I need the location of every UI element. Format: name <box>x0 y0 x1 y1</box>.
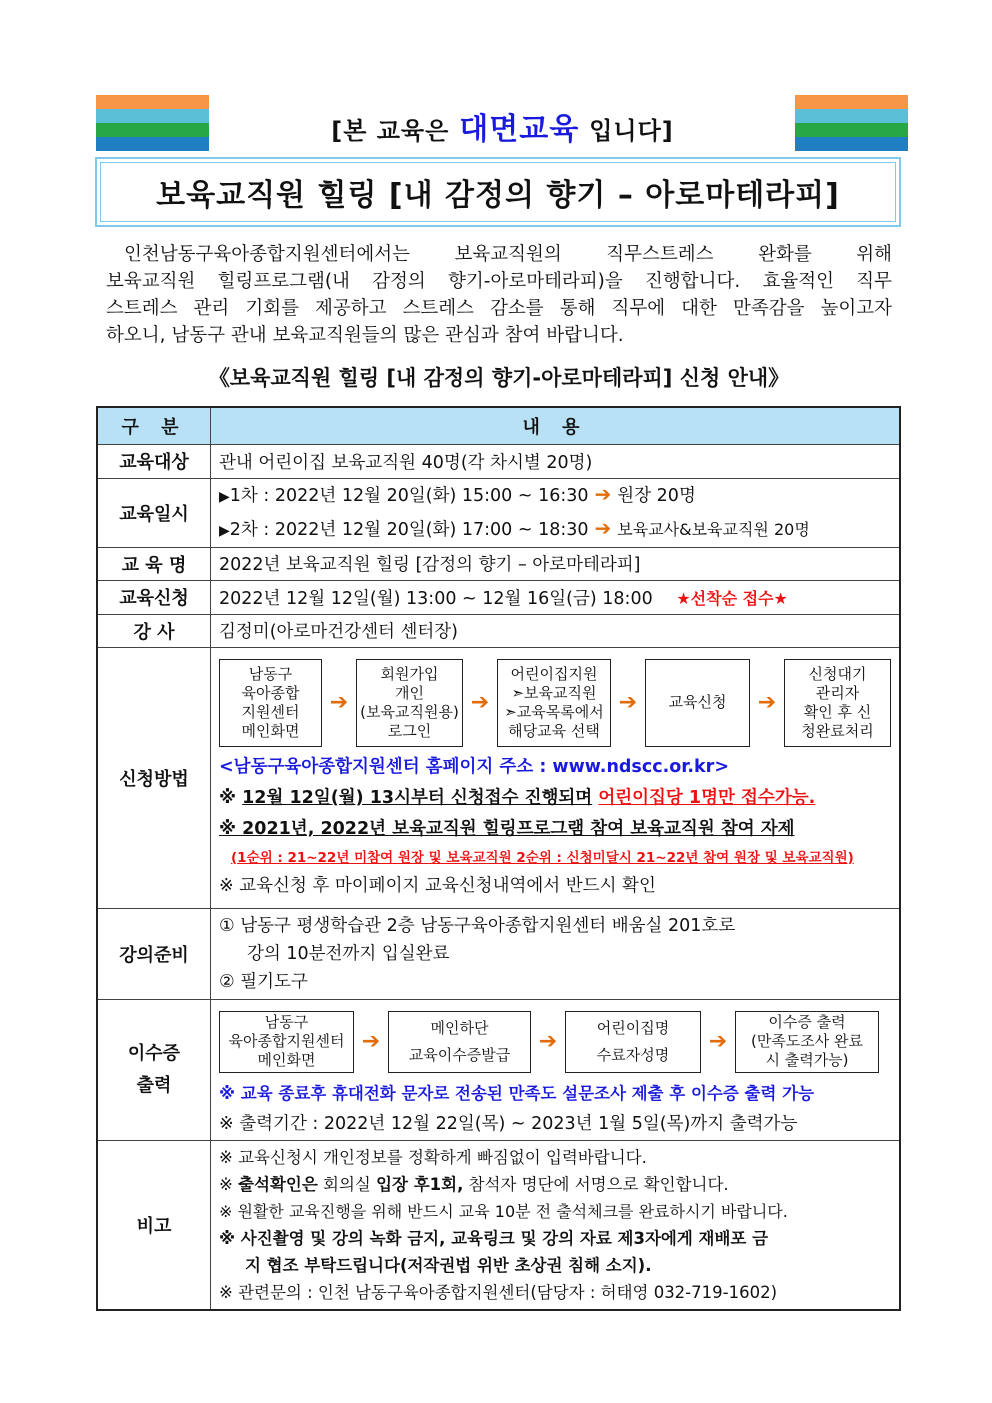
row-remarks <box>97 1140 900 1310</box>
intro-paragraph <box>106 241 892 349</box>
method-step-text: 교육신청 <box>668 693 727 711</box>
method-note-2 <box>219 814 891 845</box>
intro-line: 하오니, 남동구 관내 보육교직원들의 많은 관심과 참여 바랍니다. <box>106 325 624 346</box>
schedule-row <box>219 513 891 547</box>
certificate-flow <box>219 1002 891 1076</box>
certificate-step-text: 남동구 육아종합지원센터 메인화면 <box>228 1013 345 1069</box>
arrow-right-icon: ➔ <box>594 515 612 540</box>
certificate-step-text: 어린이집명 수료자성명 <box>596 1018 670 1064</box>
info-table <box>96 406 901 1311</box>
certificate-note-2: ※ 출력기간 : 2022년 12월 22일(목) ~ 2023년 1월 5일(목)까지 출력가능 <box>219 1113 798 1134</box>
certificate-label-line: 이수증 <box>127 1042 181 1064</box>
intro-line: 보육교직원 힐링프로그램(내 감정의 향기-아로마테라피)을 진행합니다. 효율적인 직무 <box>106 271 892 292</box>
note-mark: ※ <box>219 787 243 808</box>
header-content: 내 용 <box>211 407 901 444</box>
method-flow <box>219 652 891 748</box>
row-certificate <box>97 999 900 1140</box>
triangle-bullet-icon: ▶ <box>219 488 230 505</box>
note-red-text: 어린이집당 1명만 접수가능. <box>598 787 816 808</box>
note-text: 12월 12일(월) 13시부터 신청접수 진행되며 <box>242 787 593 808</box>
prep-label: 강의준비 <box>97 908 211 999</box>
method-note-1 <box>219 783 891 814</box>
homepage-address: <남동구육아종합지원센터 홈페이지 주소 : www.ndscc.or.kr> <box>219 756 729 777</box>
schedule-content <box>211 478 901 547</box>
intro-line: 인천남동구육아종합지원센터에서는 보육교직원의 직무스트레스 완화를 위해 <box>124 244 892 265</box>
application-content <box>211 580 901 614</box>
application-value: 2022년 12월 12일(월) 13:00 ~ 12월 16일(금) 18:00 <box>219 588 653 609</box>
method-step-box <box>219 659 322 747</box>
remarks-line <box>219 1171 891 1198</box>
certificate-step-box <box>388 1011 531 1073</box>
row-target <box>97 444 900 478</box>
arrow-right-icon: ➔ <box>618 690 638 715</box>
schedule-who: 보육교사&보육교직원 20명 <box>617 519 810 539</box>
method-step-text: 남동구 육아종합 지원센터 메인화면 <box>241 664 300 740</box>
prep-content <box>211 908 901 999</box>
method-step-box <box>645 659 750 747</box>
remarks-line: ※ 관련문의 : 인천 남동구육아종합지원센터(담당자 : 허태영 032-719-1602) <box>219 1282 778 1302</box>
certificate-step-box <box>219 1011 354 1073</box>
target-label: 교육대상 <box>97 444 211 478</box>
triangle-bullet-icon: ▶ <box>219 522 230 539</box>
right-stripe-decoration <box>795 95 908 151</box>
face-to-face-notice <box>210 104 795 148</box>
table-header-row <box>97 407 900 444</box>
remarks-line: ※ 원활한 교육진행을 위해 반드시 교육 10분 전 출석체크를 완료하시기 바랍니다. <box>219 1201 788 1221</box>
first-come-badge: ★선착순 접수★ <box>676 588 788 608</box>
remarks-line: ※ 사진촬영 및 강의 녹화 금지, 교육링크 및 강의 자료 제3자에게 재배포 금 <box>219 1228 769 1248</box>
arrow-right-icon: ➔ <box>361 1029 381 1054</box>
row-lecturer <box>97 614 900 647</box>
left-stripe-decoration <box>96 95 209 151</box>
notice-highlight: 대면교육 <box>459 112 580 147</box>
remarks-bold: 입장 후1회, <box>376 1174 464 1194</box>
guide-title: 《보육교직원 힐링 [내 감정의 향기-아로마테라피] 신청 안내》 <box>208 366 790 390</box>
remarks-line: 지 협조 부탁드립니다(저작권법 위반 초상권 침해 소지). <box>245 1255 652 1275</box>
arrow-right-icon: ➔ <box>594 481 612 506</box>
remarks-content <box>211 1140 901 1310</box>
row-method <box>97 647 900 908</box>
note-text: ※ 2021년, 2022년 보육교직원 힐링프로그램 참여 보육교직원 참여 자제 <box>219 818 795 839</box>
lecturer-value: 김정미(아로마건강센터 센터장) <box>211 614 901 647</box>
prep-item: ② 필기도구 <box>219 971 308 992</box>
certificate-step-box <box>565 1011 701 1073</box>
certificate-step-text: 이수증 출력 (만족도조사 완료 시 출력가능) <box>750 1013 864 1069</box>
lecturer-label: 강 사 <box>97 614 211 647</box>
remarks-mark: ※ <box>219 1174 239 1194</box>
method-step-text: 신청대기 관리자 확인 후 신 청완료처리 <box>801 664 874 740</box>
certificate-label-line: 출력 <box>136 1074 172 1096</box>
schedule-row <box>219 479 891 513</box>
method-content <box>211 647 901 908</box>
arrow-right-icon: ➔ <box>329 690 349 715</box>
method-step-text: 회원가입 개인 (보육교직원용) 로그인 <box>360 664 459 740</box>
certificate-label <box>97 999 211 1140</box>
remarks-text: 회의실 <box>317 1174 377 1194</box>
row-schedule <box>97 478 900 547</box>
method-note-4: ※ 교육신청 후 마이페이지 교육신청내역에서 반드시 확인 <box>219 875 656 896</box>
remarks-line: ※ 교육신청시 개인정보를 정확하게 빠짐없이 입력바랍니다. <box>219 1147 647 1167</box>
certificate-content <box>211 999 901 1140</box>
schedule-label: 교육일시 <box>97 478 211 547</box>
target-value: 관내 어린이집 보육교직원 40명(각 차시별 20명) <box>211 444 901 478</box>
method-step-box <box>356 659 463 747</box>
header-label: 구 분 <box>97 407 211 444</box>
prep-item: 강의 10분전까지 입실완료 <box>247 943 450 964</box>
row-course-name <box>97 547 900 580</box>
certificate-step-text: 메인하단 교육이수증발급 <box>408 1018 511 1064</box>
notice-prefix: [본 교육은 <box>331 117 450 145</box>
method-note-3: (1순위 : 21~22년 미참여 원장 및 보육교직원 2순위 : 신청미달시 21~22년 참여 원장 및 보육교직원) <box>231 849 854 866</box>
certificate-step-box <box>735 1011 879 1073</box>
method-label: 신청방법 <box>97 647 211 908</box>
intro-line: 스트레스 관리 기회를 제공하고 스트레스 감소를 통해 직무에 대한 만족감을 높이고자 <box>106 298 892 319</box>
course-name-label: 교 육 명 <box>97 547 211 580</box>
schedule-session: 2차 : 2022년 12월 20일(화) 17:00 ~ 18:30 <box>229 519 589 540</box>
arrow-right-icon: ➔ <box>538 1029 558 1054</box>
page-title: 보육교직원 힐링 [내 감정의 향기 – 아로마테라피] <box>100 162 896 222</box>
certificate-note-1: ※ 교육 종료후 휴대전화 문자로 전송된 만족도 설문조사 제출 후 이수증 출력 가능 <box>219 1083 815 1103</box>
row-prep <box>97 908 900 999</box>
arrow-right-icon: ➔ <box>757 690 777 715</box>
row-application <box>97 580 900 614</box>
schedule-who: 원장 20명 <box>617 485 696 506</box>
application-label: 교육신청 <box>97 580 211 614</box>
schedule-session: 1차 : 2022년 12월 20일(화) 15:00 ~ 16:30 <box>229 485 589 506</box>
prep-item: ① 남동구 평생학습관 2층 남동구육아종합지원센터 배움실 201호로 <box>219 915 736 936</box>
arrow-right-icon: ➔ <box>708 1029 728 1054</box>
method-step-text: 어린이집지원 ➣보육교직원 ➣교육목록에서 해당교육 선택 <box>504 664 604 740</box>
course-name-value: 2022년 보육교직원 힐링 [감정의 향기 – 아로마테라피] <box>211 547 901 580</box>
title-box <box>95 157 901 227</box>
remarks-text: 참석자 명단에 서명으로 확인합니다. <box>463 1174 729 1194</box>
arrow-right-icon: ➔ <box>470 690 490 715</box>
method-step-box <box>497 659 611 747</box>
remarks-bold: 출석확인은 <box>238 1174 318 1194</box>
method-step-box <box>784 659 891 747</box>
remarks-label: 비고 <box>97 1140 211 1310</box>
notice-suffix: 입니다] <box>589 117 674 145</box>
